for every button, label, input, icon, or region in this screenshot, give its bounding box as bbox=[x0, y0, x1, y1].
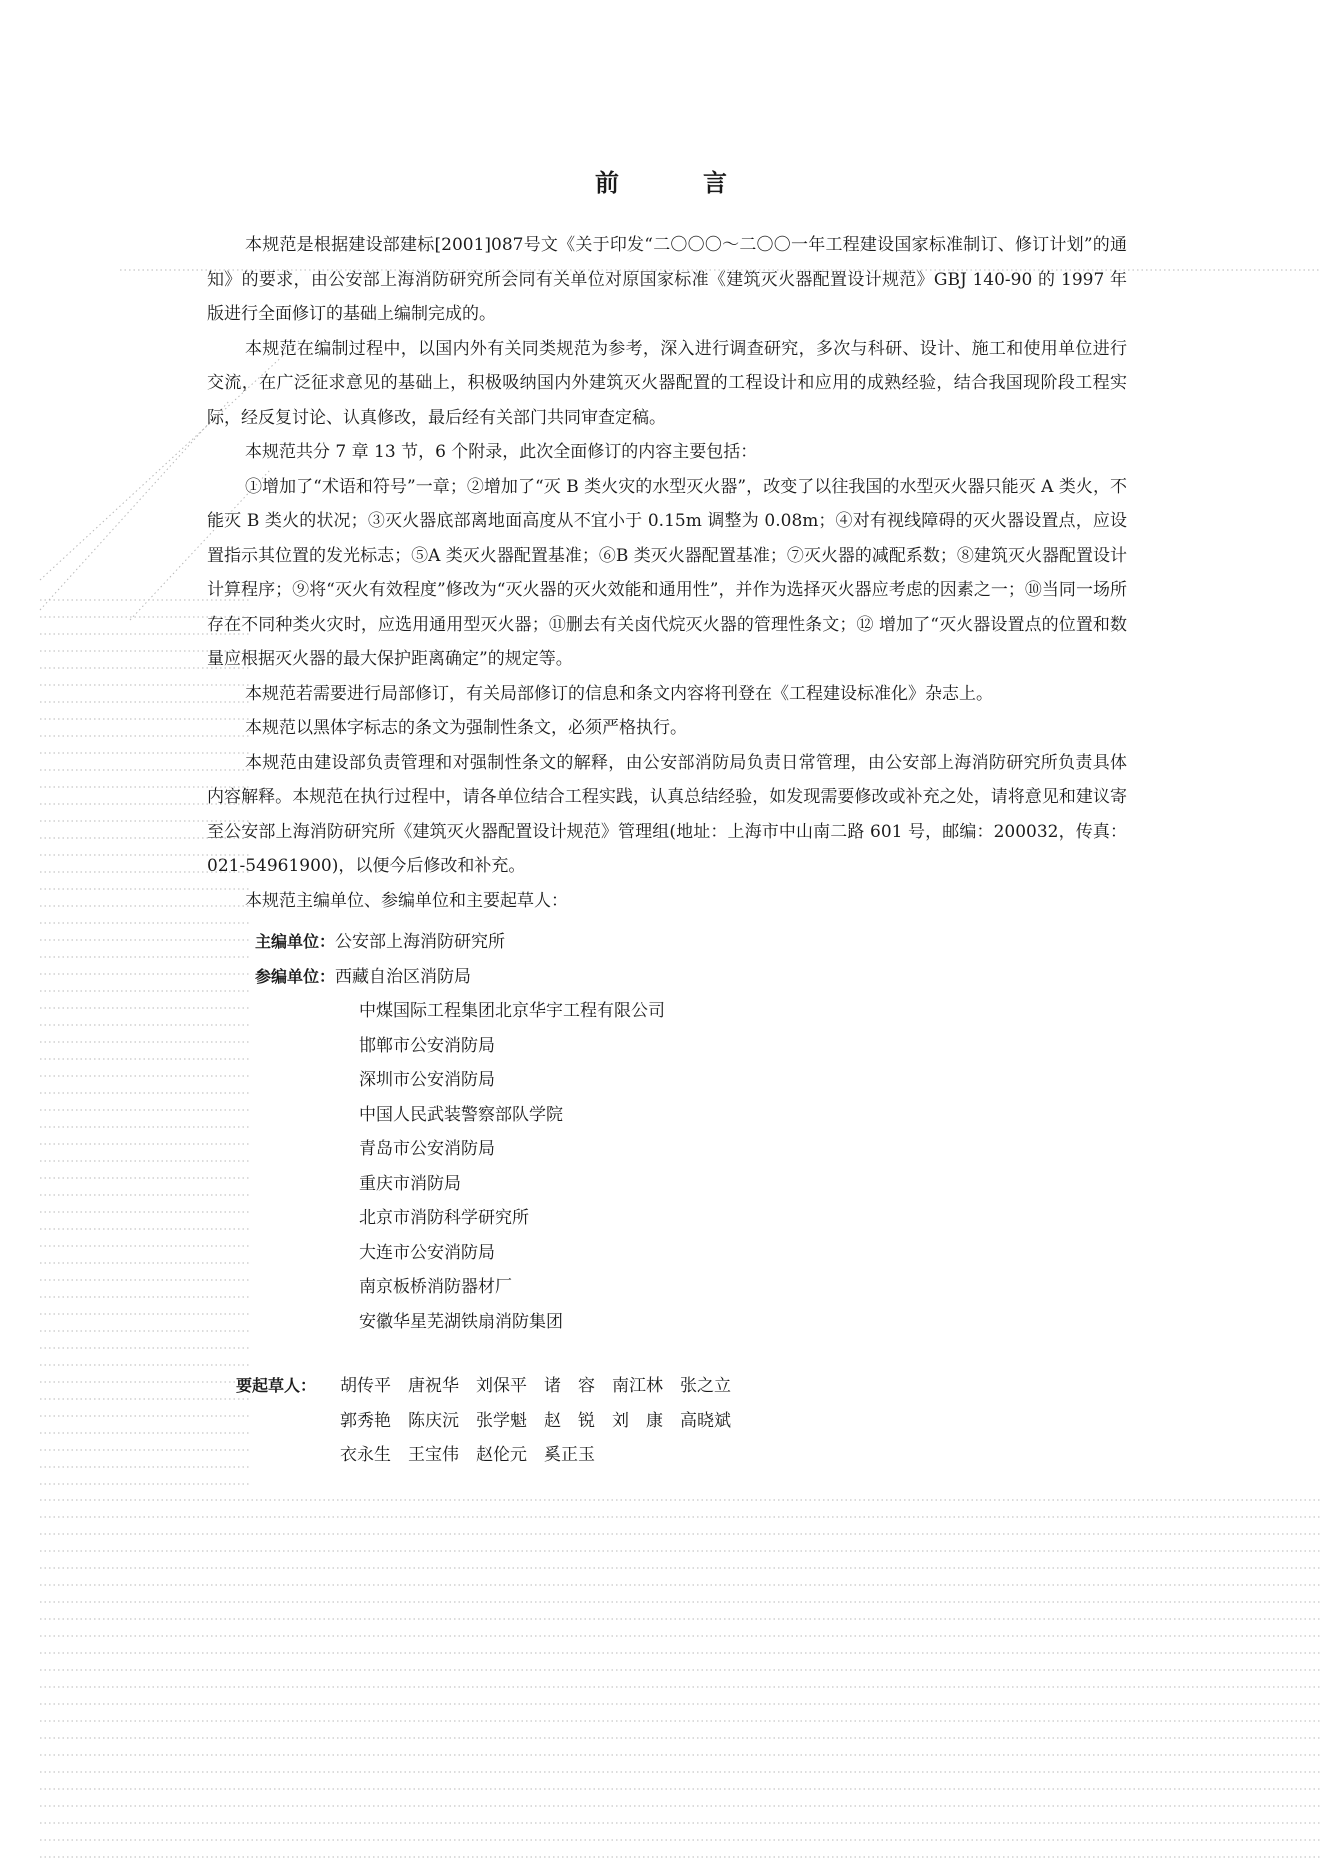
paragraph-origin: 本规范是根据建设部建标[2001]087号文《关于印发“二〇〇〇～二〇〇一年工程建设国家标准制订、修订计划”的通知》的要求，由公安部上海消防研究所会同有关单位对原国家标准《建筑灭火器配置设计规范》GBJ 140-90 的 1997 年版进行全面修订的基础上编制完成的。 bbox=[207, 235, 1127, 324]
participating-unit-name: 安徽华星芜湖铁扇消防集团 bbox=[359, 1311, 563, 1332]
participating-unit-name: 西藏自治区消防局 bbox=[335, 966, 472, 987]
paragraph-process: 本规范在编制过程中，以国内外有关同类规范为参考，深入进行调查研究，多次与科研、设计、施工和使用单位进行交流，在广泛征求意见的基础上，积极吸纳国内外建筑灭火器配置的工程设计和应用的成熟经验，结合我国现阶段工程实际，经反复讨论、认真修改，最后经有关部门共同审查定稿。 bbox=[207, 338, 1127, 428]
drafter-names: 衣永生 王宝伟 赵伦元 奚正玉 bbox=[340, 1445, 595, 1465]
participating-unit-name: 北京市消防科学研究所 bbox=[359, 1208, 529, 1228]
participating-unit-name: 中国人民武装警察部队学院 bbox=[359, 1104, 563, 1125]
participating-unit-label: 参编单位： bbox=[255, 966, 336, 986]
participating-unit-row bbox=[255, 960, 665, 995]
participating-unit-row bbox=[255, 1132, 665, 1167]
participating-unit-name: 南京板桥消防器材厂 bbox=[359, 1277, 512, 1297]
drafter-row bbox=[236, 1438, 731, 1473]
paragraph-structure: 本规范共分 7 章 13 节，6 个附录，此次全面修订的内容主要包括： bbox=[245, 442, 758, 462]
drafter-names: 郭秀艳 陈庆沅 张学魁 赵 锐 刘 康 高晓斌 bbox=[340, 1410, 731, 1431]
participating-unit-name: 大连市公安消防局 bbox=[359, 1242, 495, 1263]
participating-unit-name: 邯郸市公安消防局 bbox=[359, 1035, 495, 1056]
participating-unit-name: 中煤国际工程集团北京华宇工程有限公司 bbox=[359, 1001, 665, 1021]
participating-unit-row bbox=[255, 1029, 665, 1064]
participating-unit-name: 重庆市消防局 bbox=[359, 1173, 461, 1194]
paragraph-revisions: ①增加了“术语和符号”一章；②增加了“灭 B 类火灾的水型灭火器”，改变了以往我国的水型灭火器只能灭 A 类火，不能灭 B 类火的状况；③灭火器底部离地面高度从不宜小于 0.15m 调整为 0.08m；④对有视线障碍的灭火器设置点，应设置指示其位置的发光标志；⑤A 类灭火器配置基准；⑥B 类灭火器配置基准；⑦灭火器的减配系数；⑧建筑灭火器配置设计计算程序；⑨将“灭火有效程度”修改为“灭火器的灭火效能和通用性”，并作为选择灭火器应考虑的因素之一；⑩当同一场所存在不同种类火灾时，应选用通用型灭火器；⑪删去有关卤代烷灭火器的管理性条文；⑫ 增加了“灭火器设置点的位置和数量应根据灭火器的最大保护距离确定”的规定等。 bbox=[207, 476, 1127, 669]
chief-unit-row bbox=[255, 925, 665, 960]
paragraph-management: 本规范由建设部负责管理和对强制性条文的解释，由公安部消防局负责日常管理，由公安部上海消防研究所负责具体内容解释。本规范在执行过程中，请各单位结合工程实践，认真总结经验，如发现需要修改或补充之处，请将意见和建议寄至公安部上海消防研究所《建筑灭火器配置设计规范》管理组(地址：上海市中山南二路 601 号，邮编：200032，传真：021-54961900)，以便今后修改和补充。 bbox=[207, 752, 1127, 876]
participating-unit-name: 深圳市公安消防局 bbox=[359, 1070, 495, 1090]
participating-unit-name: 青岛市公安消防局 bbox=[359, 1139, 495, 1159]
participating-unit-row bbox=[255, 1201, 665, 1236]
participating-unit-row bbox=[255, 994, 665, 1029]
units-list bbox=[255, 925, 665, 1339]
drafters-list bbox=[236, 1369, 731, 1473]
drafter-row bbox=[236, 1369, 731, 1404]
paragraph-partial-revision: 本规范若需要进行局部修订，有关局部修订的信息和条文内容将刊登在《工程建设标准化》杂志上。 bbox=[245, 683, 993, 704]
drafter-row bbox=[236, 1404, 731, 1439]
drafter-names: 胡传平 唐祝华 刘保平 诸 容 南江林 张之立 bbox=[340, 1376, 731, 1396]
participating-unit-row bbox=[255, 1063, 665, 1098]
participating-unit-row bbox=[255, 1167, 665, 1202]
chief-unit-label: 主编单位： bbox=[255, 932, 336, 951]
participating-unit-row bbox=[255, 1305, 665, 1340]
participating-unit-row bbox=[255, 1270, 665, 1305]
paragraph-units-intro: 本规范主编单位、参编单位和主要起草人： bbox=[245, 890, 568, 911]
participating-unit-row bbox=[255, 1236, 665, 1271]
participating-unit-row bbox=[255, 1098, 665, 1133]
page-title: 前 言 bbox=[595, 168, 757, 197]
drafters-label: 要起草人： bbox=[236, 1376, 317, 1395]
chief-unit-name: 公安部上海消防研究所 bbox=[335, 932, 506, 952]
preface-body bbox=[207, 228, 1127, 918]
paragraph-mandatory: 本规范以黑体字标志的条文为强制性条文，必须严格执行。 bbox=[245, 718, 687, 738]
